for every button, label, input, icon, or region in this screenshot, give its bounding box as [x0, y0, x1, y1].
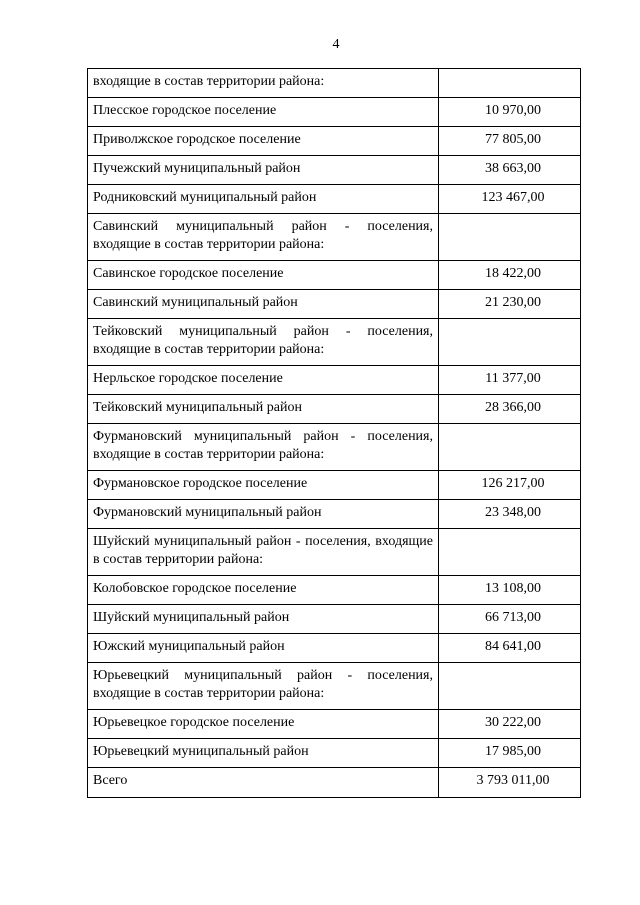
table-row — [88, 634, 581, 663]
table-row — [88, 395, 581, 424]
settlement-amount: 10 970,00 — [439, 98, 581, 127]
settlement-name: Родниковский муниципальный район — [88, 185, 439, 214]
settlement-name: Плесское городское поселение — [88, 98, 439, 127]
table-row — [88, 290, 581, 319]
table-row-district-header — [88, 214, 581, 261]
table-row — [88, 69, 581, 98]
settlement-name: Шуйский муниципальный район — [88, 605, 439, 634]
district-header-name: Юрьевецкий муниципальный район - поселения, входящие в состав территории района: — [88, 663, 439, 710]
settlement-amount: 30 222,00 — [439, 710, 581, 739]
settlement-name: Тейковский муниципальный район — [88, 395, 439, 424]
table-row — [88, 127, 581, 156]
settlement-amount: 38 663,00 — [439, 156, 581, 185]
settlement-amount — [439, 424, 581, 471]
table-row — [88, 98, 581, 127]
district-header-name: Савинский муниципальный район - поселения, входящие в состав территории района: — [88, 214, 439, 261]
total-amount: 3 793 011,00 — [439, 768, 581, 798]
page-number: 4 — [332, 37, 340, 52]
settlement-amount: 84 641,00 — [439, 634, 581, 663]
settlement-name: Пучежский муниципальный район — [88, 156, 439, 185]
settlement-amount: 17 985,00 — [439, 739, 581, 768]
table-row — [88, 156, 581, 185]
settlement-amount: 21 230,00 — [439, 290, 581, 319]
table-row — [88, 500, 581, 529]
settlement-name: Юрьевецкое городское поселение — [88, 710, 439, 739]
settlement-amount: 23 348,00 — [439, 500, 581, 529]
settlement-name: Савинское городское поселение — [88, 261, 439, 290]
table-row — [88, 739, 581, 768]
table-row-district-header — [88, 424, 581, 471]
settlement-amount: 126 217,00 — [439, 471, 581, 500]
settlement-amount: 123 467,00 — [439, 185, 581, 214]
settlement-name: Савинский муниципальный район — [88, 290, 439, 319]
settlement-name: Юрьевецкий муниципальный район — [88, 739, 439, 768]
table-row — [88, 366, 581, 395]
table-row — [88, 185, 581, 214]
settlement-amount: 66 713,00 — [439, 605, 581, 634]
table-row — [88, 710, 581, 739]
district-header-name: Фурмановский муниципальный район - поселения, входящие в состав территории района: — [88, 424, 439, 471]
budget-table — [87, 68, 581, 798]
table-row — [88, 471, 581, 500]
settlement-amount — [439, 529, 581, 576]
settlement-name: Приволжское городское поселение — [88, 127, 439, 156]
settlement-amount — [439, 214, 581, 261]
table-row-district-header — [88, 529, 581, 576]
settlement-name: входящие в состав территории района: — [88, 69, 439, 98]
table-row — [88, 576, 581, 605]
settlement-name: Фурмановское городское поселение — [88, 471, 439, 500]
settlement-name: Фурмановский муниципальный район — [88, 500, 439, 529]
total-label: Всего — [88, 768, 439, 798]
table-row — [88, 605, 581, 634]
settlement-amount: 18 422,00 — [439, 261, 581, 290]
table-row-district-header — [88, 663, 581, 710]
settlement-amount: 28 366,00 — [439, 395, 581, 424]
settlement-amount: 13 108,00 — [439, 576, 581, 605]
table-row-total — [88, 768, 581, 798]
settlement-amount: 77 805,00 — [439, 127, 581, 156]
district-header-name: Тейковский муниципальный район - поселения, входящие в состав территории района: — [88, 319, 439, 366]
table-row — [88, 261, 581, 290]
settlement-name: Нерльское городское поселение — [88, 366, 439, 395]
table-row-district-header — [88, 319, 581, 366]
settlement-amount — [439, 319, 581, 366]
settlement-amount — [439, 663, 581, 710]
settlement-name: Южский муниципальный район — [88, 634, 439, 663]
district-header-name: Шуйский муниципальный район - поселения, входящие в состав территории района: — [88, 529, 439, 576]
settlement-amount — [439, 69, 581, 98]
settlement-amount: 11 377,00 — [439, 366, 581, 395]
settlement-name: Колобовское городское поселение — [88, 576, 439, 605]
